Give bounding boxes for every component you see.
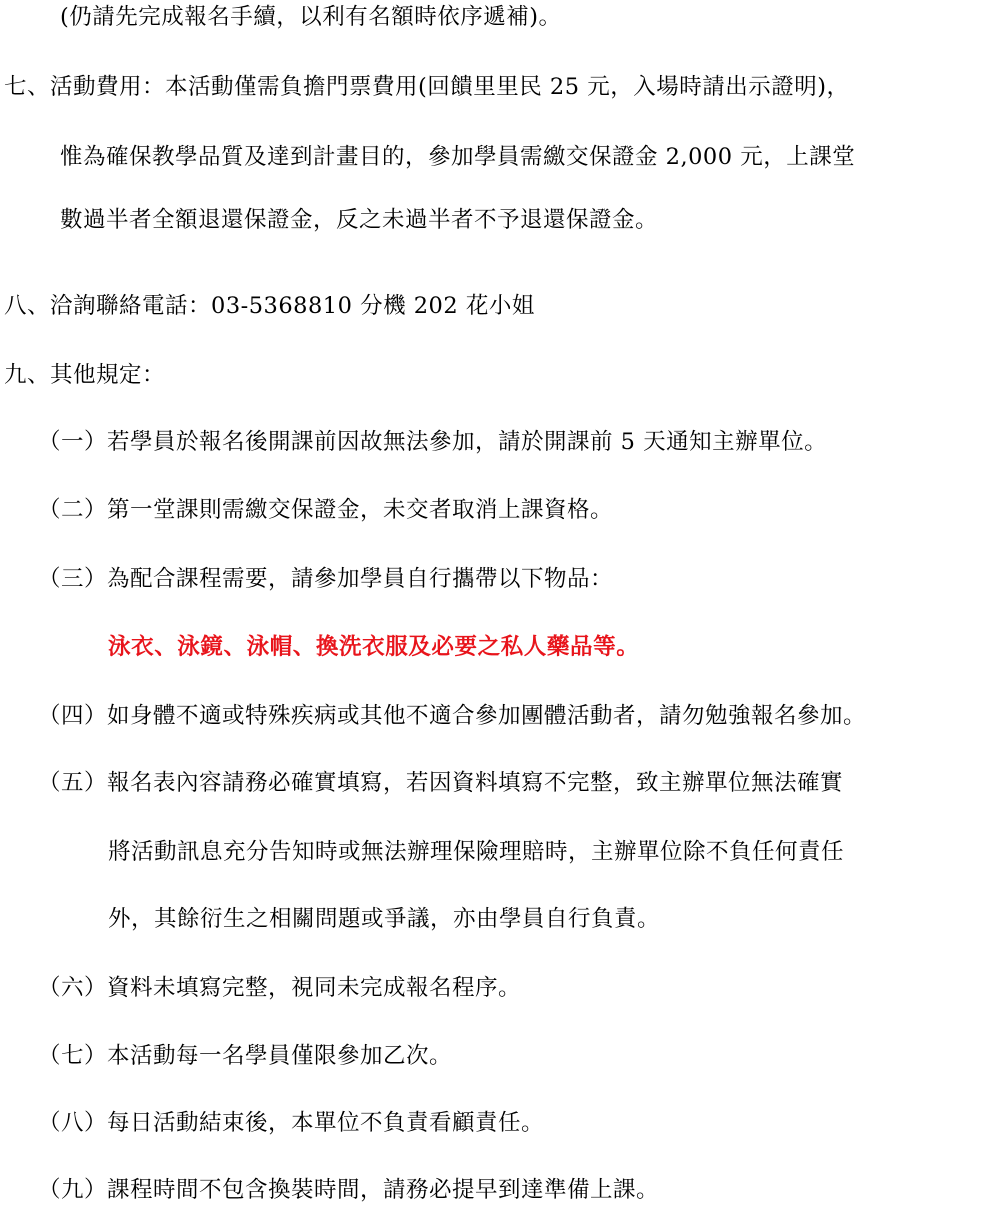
section-9-item-6: （六）資料未填寫完整，視同未完成報名程序。 [38, 975, 522, 1001]
section-7-fee-line-2: 惟為確保教學品質及達到計畫目的，參加學員需繳交保證金 2,000 元，上課堂 [60, 144, 856, 170]
section-9-item-7: （七）本活動每一名學員僅限參加乙次。 [38, 1043, 453, 1069]
section-9-item-3-items-highlight: 泳衣、泳鏡、泳帽、換洗衣服及必要之私人藥品等。 [108, 634, 640, 660]
section-9-heading: 九、其他規定： [4, 362, 166, 388]
section-9-item-3: （三）為配合課程需要，請參加學員自行攜帶以下物品： [38, 566, 614, 592]
section-7-fee-line-3: 數過半者全額退還保證金，反之未過半者不予退還保證金。 [60, 207, 659, 233]
section-8-contact-line: 八、洽詢聯絡電話：03-5368810 分機 202 花小姐 [4, 293, 535, 319]
section-9-item-1: （一）若學員於報名後開課前因故無法參加，請於開課前 5 天通知主辦單位。 [38, 429, 828, 455]
section-9-item-5-line-3: 外，其餘衍生之相關問題或爭議，亦由學員自行負責。 [108, 906, 661, 932]
section-9-item-8: （八）每日活動結束後，本單位不負責看顧責任。 [38, 1110, 545, 1136]
previous-note-line: (仍請先完成報名手續，以利有名額時依序遞補)。 [60, 4, 562, 30]
section-9-item-4: （四）如身體不適或特殊疾病或其他不適合參加團體活動者，請勿勉強報名參加。 [38, 703, 867, 729]
section-9-item-5-line-2: 將活動訊息充分告知時或無法辦理保險理賠時，主辦單位除不負任何責任 [108, 839, 845, 865]
section-9-item-9: （九）課程時間不包含換裝時間，請務必提早到達準備上課。 [38, 1177, 660, 1203]
section-7-fee-line-1: 七、活動費用：本活動僅需負擔門票費用(回饋里里民 25 元，入場時請出示證明)， [4, 74, 850, 100]
section-9-item-5-line-1: （五）報名表內容請務必確實填寫，若因資料填寫不完整，致主辦單位無法確實 [38, 770, 844, 796]
section-9-item-2: （二）第一堂課則需繳交保證金，未交者取消上課資格。 [38, 497, 614, 523]
